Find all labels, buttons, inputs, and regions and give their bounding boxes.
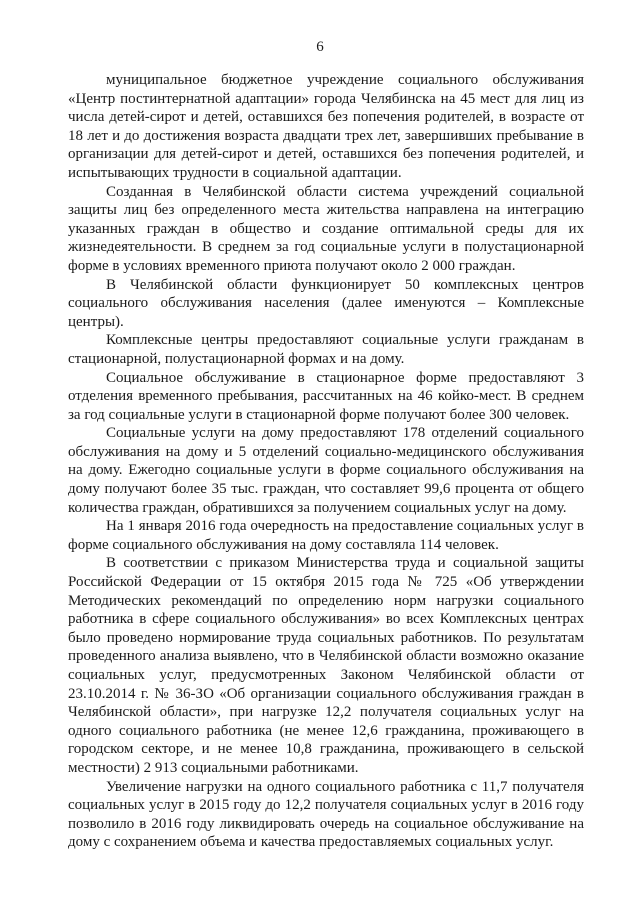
paragraph-5: Социальное обслуживание в стационарное форме предоставляют 3 отделения временного пребывания, рассчитанных на 46 койко-мест. В среднем за год социальные услуги в стационарной форме получают более 300 человек. [68,369,584,423]
paragraph-4: Комплексные центры предоставляют социальные услуги гражданам в стационарной, полустационарной формах и на дому. [68,332,584,367]
paragraph-2: Созданная в Челябинской области система учреждений социальной защиты лиц без определенного места жительства направлена на интеграцию указанных граждан в общество и создание оптимальной среды для их жизнедеятельности. В среднем за год социальные услуги в полустационарной форме в условиях временного приюта получают около 2 000 граждан. [68,183,584,274]
paragraph-7: На 1 января 2016 года очередность на предоставление социальных услуг в форме социального обслуживания на дому составляла 114 человек. [68,518,584,553]
paragraph-3: В Челябинской области функционирует 50 комплексных центров социального обслуживания населения (далее именуются – Комплексные центры). [68,276,584,330]
paragraph-9: Увеличение нагрузки на одного социального работника с 11,7 получателя социальных услуг в 2015 году до 12,2 получателя социальных услуг в 2016 году позволило в 2016 году ликвидировать очередь на социальное обслуживание на дому с сохранением объема и качества предоставляемых социальных услуг. [68,778,584,851]
document-body [68,71,584,852]
paragraph-1: муниципальное бюджетное учреждение социального обслуживания «Центр постинтернатной адаптации» города Челябинска на 45 мест для лиц из числа детей-сирот и детей, оставшихся без попечения родителей, в возрасте от 18 лет и до достижения возраста двадцати трех лет, завершивших пребывание в организации для детей-сирот и детей, оставшихся без попечения родителей, и испытывающих трудности в социальной адаптации. [68,72,584,181]
paragraph-8: В соответствии с приказом Министерства труда и социальной защиты Российской Федерации от 15 октября 2015 года № 725 «Об утверждении Методических рекомендаций по определению норм нагрузки социального работника в сфере социального обслуживания» во всех Комплексных центрах было проведено нормирование труда социальных работников. По результатам проведенного анализа выявлено, что в Челябинской области возможно оказание социальных услуг, предусмотренных Законом Челябинской области от 23.10.2014 г. № 36-ЗО «Об организации социального обслуживания граждан в Челябинской области», при нагрузке 12,2 получателя социальных услуг на одного социального работника (не менее 12,6 гражданина, проживающего в городском секторе, и не менее 10,8 гражданина, проживающего в сельской местности) 2 913 социальными работниками. [68,555,584,776]
page-number: 6 [316,39,324,55]
paragraph-6: Социальные услуги на дому предоставляют 178 отделений социального обслуживания на дому и 5 отделений социально-медицинского обслуживания на дому. Ежегодно социальные услуги в форме социального обслуживания на дому получают более 35 тыс. граждан, что составляет 99,6 процента от общего количества граждан, обратившихся за получением социальных услуг на дому. [68,425,584,516]
